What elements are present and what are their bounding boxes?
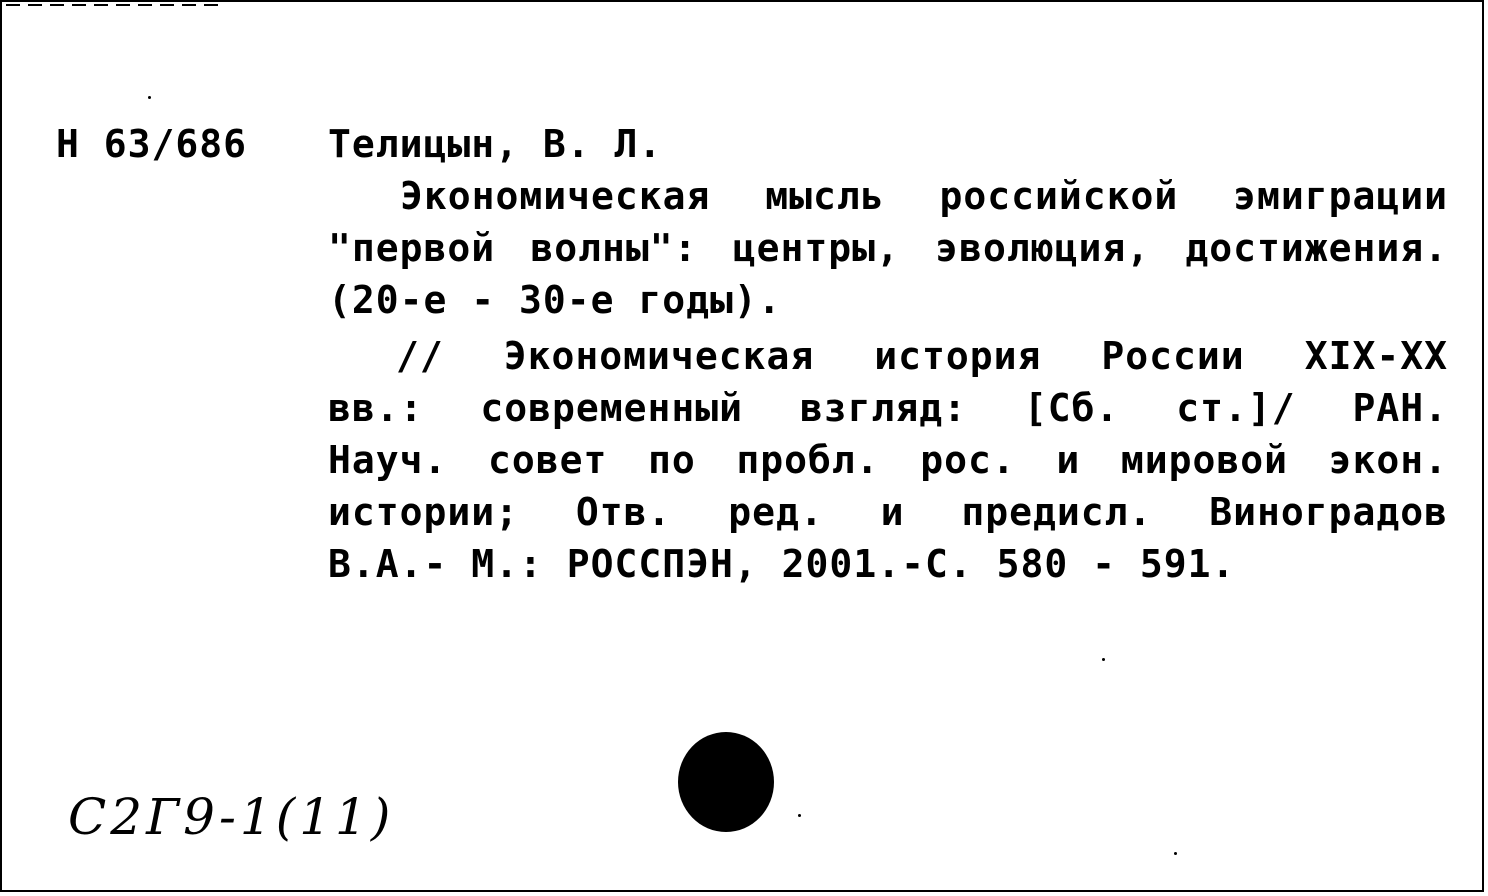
source-line-4: истории; Отв. ред. и предисл. Виноградов <box>328 490 1448 534</box>
punch-hole <box>678 732 774 832</box>
source-line-5: В.А.- М.: РОССПЭН, 2001.-С. 580 - 591. <box>328 542 1236 586</box>
title-line-1: Экономическая мысль российской эмиграции <box>400 174 1448 218</box>
author: Телицын, В. Л. <box>328 122 663 166</box>
speck <box>148 96 151 99</box>
speck <box>1102 658 1105 661</box>
handwritten-note: С2Г9-1(11) <box>68 788 395 846</box>
title-line-2: "первой волны": центры, эволюция, достижения. <box>328 226 1448 270</box>
source-line-3: Науч. совет по пробл. рос. и мировой экон. <box>328 438 1448 482</box>
source-line-2: вв.: современный взгляд: [Сб. ст.]/ РАН. <box>328 386 1448 430</box>
source-line-1: // Экономическая история России XIX-XX <box>396 334 1448 378</box>
speck <box>798 814 801 817</box>
bibliographic-entry <box>328 118 1448 590</box>
title-line-3: (20-е - 30-е годы). <box>328 278 782 322</box>
card-edge-mark <box>6 4 226 6</box>
shelfmark: Н 63/686 <box>56 122 248 166</box>
speck <box>1174 852 1177 855</box>
